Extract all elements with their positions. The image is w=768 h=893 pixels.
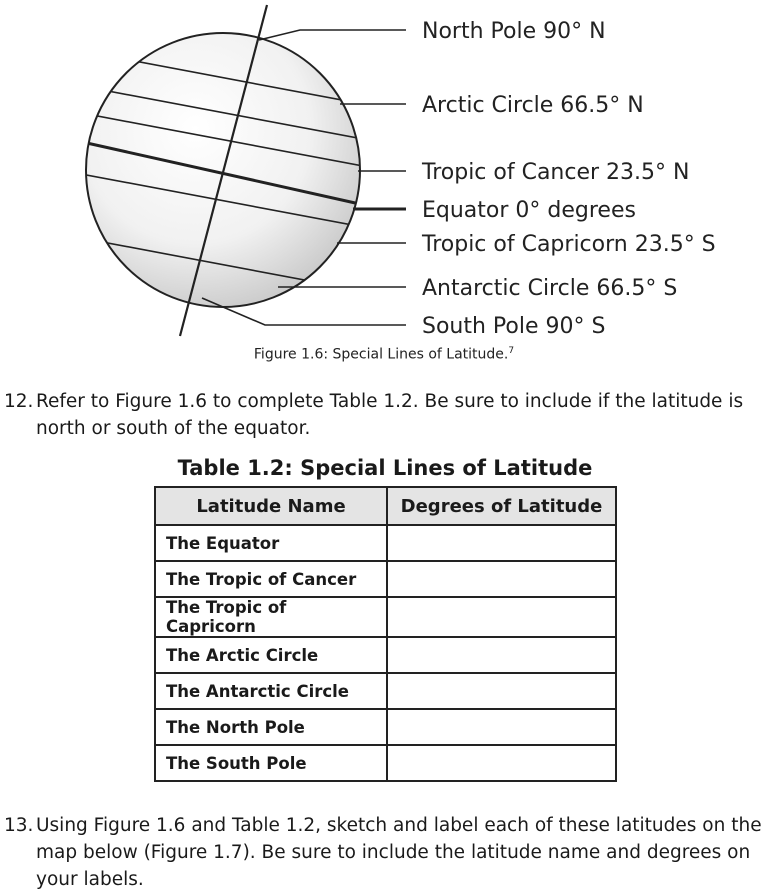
table-row xyxy=(155,637,616,673)
table-row xyxy=(155,745,616,781)
row-degrees-cell[interactable] xyxy=(387,673,616,709)
row-degrees-cell[interactable] xyxy=(387,637,616,673)
table-title: Table 1.2: Special Lines of Latitude xyxy=(177,456,593,480)
table-row xyxy=(155,673,616,709)
row-degrees-cell[interactable] xyxy=(387,745,616,781)
label-north-pole: North Pole 90° N xyxy=(422,19,606,44)
latitude-figure xyxy=(0,0,768,345)
label-tropic-of-cancer: Tropic of Cancer 23.5° N xyxy=(422,160,690,185)
table-row xyxy=(155,525,616,561)
row-latitude-name: The Tropic of Cancer xyxy=(155,561,387,597)
row-latitude-name: The Equator xyxy=(155,525,387,561)
table-header-row xyxy=(155,487,616,525)
row-degrees-cell[interactable] xyxy=(387,561,616,597)
label-arctic-circle: Arctic Circle 66.5° N xyxy=(422,93,644,118)
latitude-table xyxy=(154,486,617,782)
north-pole-leader xyxy=(259,30,406,40)
label-equator: Equator 0° degrees xyxy=(422,198,636,223)
table-row xyxy=(155,597,616,637)
caption-text: Figure 1.6: Special Lines of Latitude. xyxy=(253,346,509,363)
question-number: 12. xyxy=(4,391,34,412)
question-text: Refer to Figure 1.6 to complete Table 1.2. Be sure to include if the latitude is north or south of the equator. xyxy=(36,391,744,439)
row-latitude-name: The South Pole xyxy=(155,745,387,781)
table-row xyxy=(155,709,616,745)
header-latitude-name: Latitude Name xyxy=(155,487,387,525)
row-latitude-name: The Arctic Circle xyxy=(155,637,387,673)
table-row xyxy=(155,561,616,597)
row-degrees-cell[interactable] xyxy=(387,709,616,745)
row-degrees-cell[interactable] xyxy=(387,597,616,637)
row-latitude-name: The Antarctic Circle xyxy=(155,673,387,709)
row-degrees-cell[interactable] xyxy=(387,525,616,561)
row-latitude-name: The North Pole xyxy=(155,709,387,745)
figure-caption xyxy=(0,346,768,363)
question-text: Using Figure 1.6 and Table 1.2, sketch and label each of these latitudes on the map below (Figure 1.7). Be sure to include the latitude name and degrees on your labels. xyxy=(36,815,762,890)
row-latitude-name: The Tropic of Capricorn xyxy=(155,597,387,637)
label-tropic-of-capricorn: Tropic of Capricorn 23.5° S xyxy=(422,232,716,257)
label-south-pole: South Pole 90° S xyxy=(422,314,606,339)
header-degrees-of-latitude: Degrees of Latitude xyxy=(387,487,616,525)
label-antarctic-circle: Antarctic Circle 66.5° S xyxy=(422,276,678,301)
caption-footnote-ref: 7 xyxy=(508,346,515,356)
question-number: 13. xyxy=(4,815,34,836)
